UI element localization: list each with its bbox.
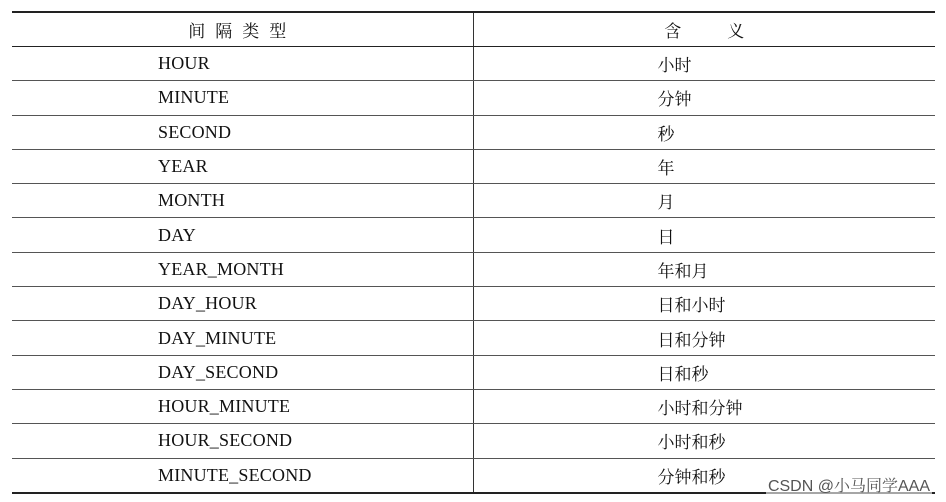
meaning-cell: 年 <box>473 149 935 183</box>
interval-type-cell: YEAR_MONTH <box>12 252 473 286</box>
table-row <box>12 321 935 355</box>
meaning-cell: 小时 <box>473 47 935 81</box>
table-row <box>12 47 935 81</box>
table-row <box>12 184 935 218</box>
meaning-cell: 月 <box>473 184 935 218</box>
interval-type-table-container <box>12 11 935 494</box>
meaning-cell: 秒 <box>473 115 935 149</box>
table-row <box>12 252 935 286</box>
interval-type-cell: HOUR_MINUTE <box>12 389 473 423</box>
meaning-cell: 分钟 <box>473 81 935 115</box>
table-row <box>12 81 935 115</box>
interval-type-cell: HOUR_SECOND <box>12 424 473 458</box>
meaning-cell: 日和分钟 <box>473 321 935 355</box>
header-interval-type: 间隔类型 <box>12 12 473 47</box>
interval-type-cell: SECOND <box>12 115 473 149</box>
interval-type-cell: DAY <box>12 218 473 252</box>
table-row <box>12 389 935 423</box>
meaning-cell: 分钟和秒 <box>473 458 935 493</box>
meaning-cell: 日和小时 <box>473 287 935 321</box>
csdn-watermark: CSDN @小马同学AAA <box>766 473 932 496</box>
interval-type-cell: DAY_SECOND <box>12 355 473 389</box>
meaning-cell: 年和月 <box>473 252 935 286</box>
interval-type-cell: HOUR <box>12 47 473 81</box>
table-row <box>12 218 935 252</box>
table-row <box>12 287 935 321</box>
interval-type-cell: DAY_MINUTE <box>12 321 473 355</box>
interval-type-cell: YEAR <box>12 149 473 183</box>
table-header-row <box>12 12 935 47</box>
interval-type-cell: MONTH <box>12 184 473 218</box>
header-meaning: 含义 <box>473 12 935 47</box>
interval-type-table <box>12 11 935 494</box>
interval-type-cell: MINUTE <box>12 81 473 115</box>
interval-type-cell: DAY_HOUR <box>12 287 473 321</box>
meaning-cell: 日和秒 <box>473 355 935 389</box>
table-row <box>12 149 935 183</box>
table-row <box>12 424 935 458</box>
meaning-cell: 小时和分钟 <box>473 389 935 423</box>
interval-type-cell: MINUTE_SECOND <box>12 458 473 493</box>
table-row <box>12 115 935 149</box>
meaning-cell: 日 <box>473 218 935 252</box>
table-row <box>12 355 935 389</box>
meaning-cell: 小时和秒 <box>473 424 935 458</box>
